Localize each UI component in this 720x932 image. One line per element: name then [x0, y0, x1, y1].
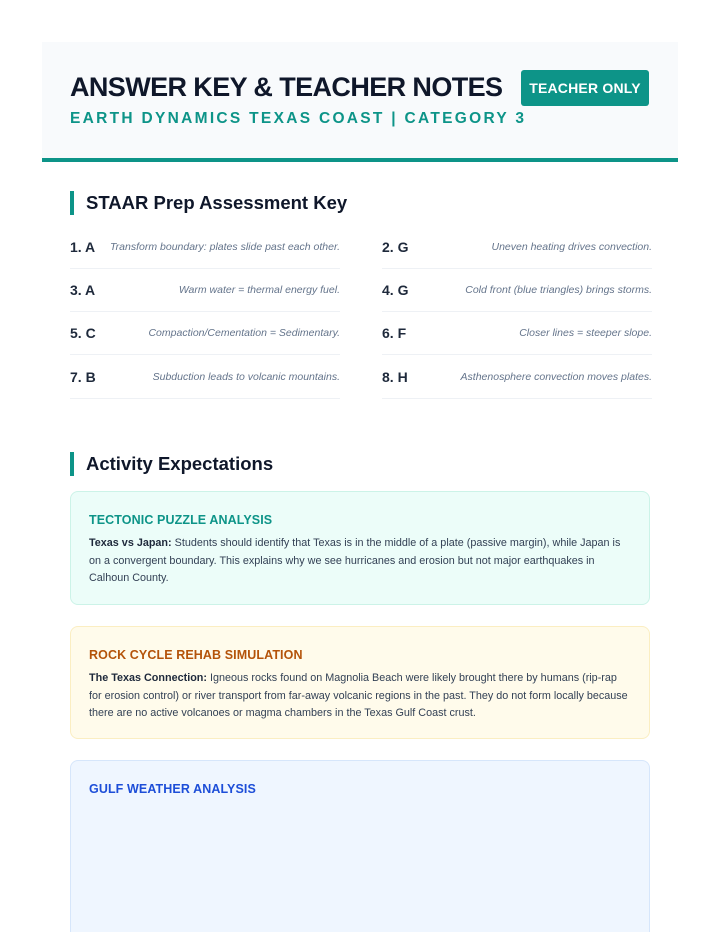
answer-item: [382, 355, 652, 399]
answer-note: Subduction leads to volcanic mountains.: [152, 370, 340, 383]
answer-item: [70, 225, 340, 269]
page-title: ANSWER KEY & TEACHER NOTES: [70, 72, 503, 102]
page-subtitle: EARTH DYNAMICS TEXAS COAST | CATEGORY 3: [70, 110, 527, 127]
answer-item: [382, 268, 652, 312]
answer-note: Cold front (blue triangles) brings storms.: [465, 283, 652, 296]
card-title: ROCK CYCLE REHAB SIMULATION: [89, 648, 303, 662]
answer-number: 2. G: [382, 238, 409, 255]
answer-item: [70, 355, 340, 399]
card-title: TECTONIC PUZZLE ANALYSIS: [89, 513, 273, 527]
answer-item: [382, 311, 652, 355]
card-body: [89, 670, 631, 723]
answer-number: 6. F: [382, 324, 407, 341]
answer-note: Uneven heating drives convection.: [491, 240, 652, 253]
card-lead: The Texas Connection:: [89, 672, 207, 684]
card-text: Students should identify that Texas is in the middle of a plate (passive margin), while Japan is on a convergent boundary. This explains why we see hurricanes and erosion but not major earthquakes in Calhoun County.: [89, 537, 621, 584]
teacher-only-badge: TEACHER ONLY: [521, 70, 649, 106]
answer-key-heading: STAAR Prep Assessment Key: [70, 191, 347, 215]
answer-item: [70, 268, 340, 312]
tectonic-activity-card: [70, 491, 650, 605]
answer-number: 3. A: [70, 281, 96, 298]
activities-heading: Activity Expectations: [70, 452, 273, 476]
answer-number: 8. H: [382, 368, 408, 385]
answer-note: Compaction/Cementation = Sedimentary.: [148, 326, 340, 339]
answer-number: 7. B: [70, 368, 96, 385]
answer-note: Closer lines = steeper slope.: [519, 326, 652, 339]
answer-item: [382, 225, 652, 269]
answer-note: Transform boundary: plates slide past each other.: [110, 240, 340, 253]
rock-cycle-activity-card: [70, 626, 650, 739]
weather-activity-card: [70, 760, 650, 932]
answer-number: 1. A: [70, 238, 96, 255]
answer-note: Warm water = thermal energy fuel.: [178, 283, 340, 296]
card-title: GULF WEATHER ANALYSIS: [89, 782, 256, 796]
answer-item: [70, 311, 340, 355]
answer-note: Asthenosphere convection moves plates.: [460, 370, 652, 383]
card-text: Igneous rocks found on Magnolia Beach were likely brought there by humans (rip-rap for erosion control) or river transport from far-away volcanic regions in the past. They do not form locally because there are no active volcanoes or magma chambers in the Texas Gulf Coast crust.: [89, 672, 628, 719]
answer-number: 5. C: [70, 324, 96, 341]
card-lead: Texas vs Japan:: [89, 537, 172, 549]
document-header: [42, 42, 678, 162]
card-body: [89, 535, 631, 588]
answer-number: 4. G: [382, 281, 409, 298]
